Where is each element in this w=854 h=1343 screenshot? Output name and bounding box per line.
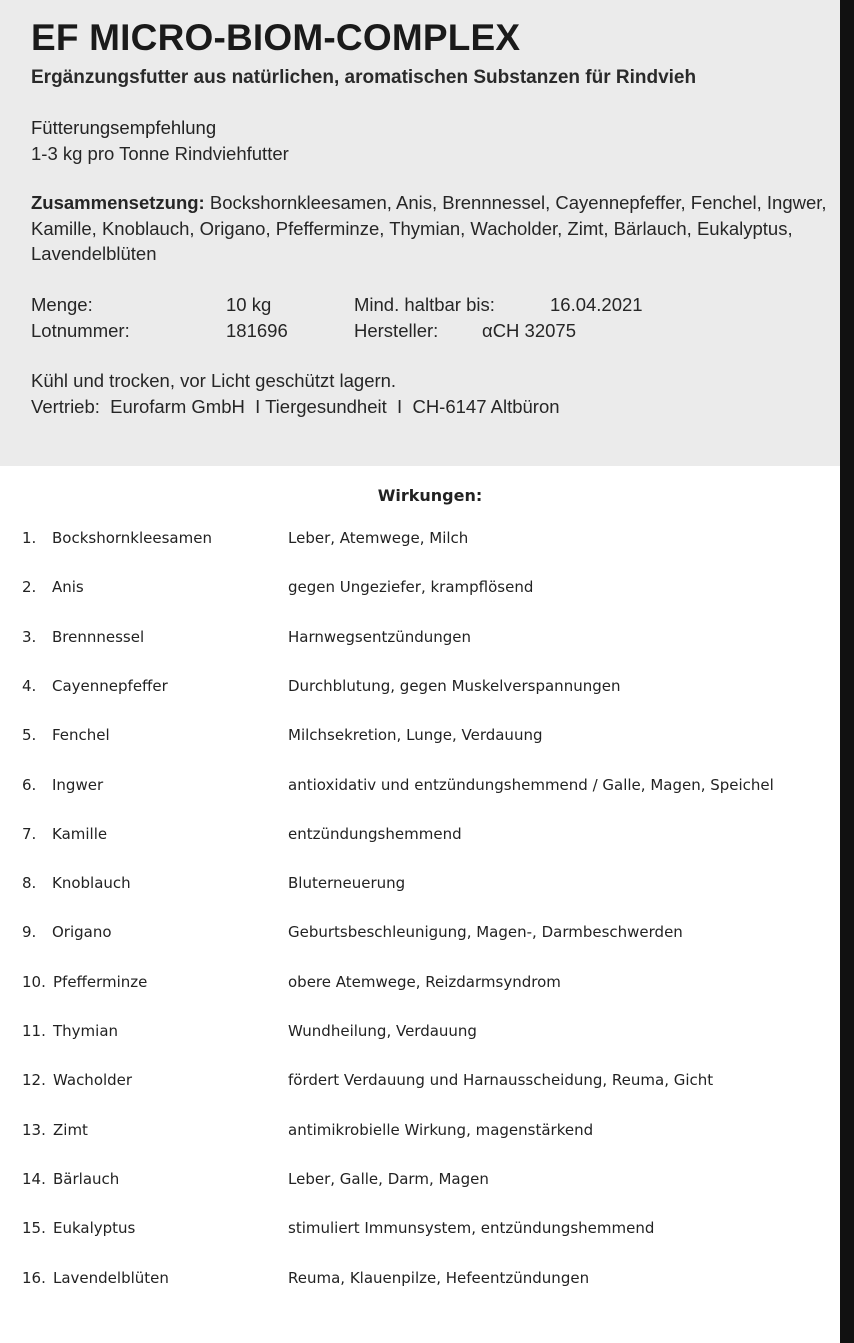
item-ingredient: Knoblauch: [52, 874, 131, 893]
item-number: 10.: [22, 972, 46, 991]
list-item: [0, 969, 840, 995]
wirkungen-section: [0, 466, 840, 1343]
composition: [31, 190, 837, 267]
item-number: 9.: [22, 923, 37, 942]
list-item: [0, 821, 840, 847]
item-effect: obere Atemwege, Reizdarmsyndrom: [288, 972, 561, 991]
list-item: [0, 1067, 840, 1093]
item-number: 16.: [22, 1268, 46, 1287]
item-effect: Harnwegsentzündungen: [288, 627, 472, 646]
list-item: [0, 624, 840, 650]
right-edge-frame: [840, 0, 854, 1343]
item-effect: gegen Ungeziefer, krampflösend: [288, 578, 534, 597]
item-number: 15.: [22, 1219, 46, 1238]
item-number: 8.: [22, 874, 37, 893]
item-number: 3.: [22, 627, 37, 646]
item-effect: Milchsekretion, Lunge, Verdauung: [288, 726, 543, 745]
item-effect: stimuliert Immunsystem, entzündungshemmend: [288, 1219, 655, 1238]
item-ingredient: Zimt: [53, 1120, 88, 1139]
item-ingredient: Thymian: [53, 1022, 119, 1040]
item-effect: Reuma, Klauenpilze, Hefeentzündungen: [288, 1268, 590, 1287]
item-effect: Durchblutung, gegen Muskelverspannungen: [288, 676, 621, 695]
list-item: [0, 1265, 840, 1291]
list-item: [0, 1018, 840, 1044]
item-ingredient: Origano: [52, 923, 112, 942]
item-ingredient: Lavendelblüten: [53, 1268, 169, 1287]
haltbar-label: Mind. haltbar bis:: [354, 294, 495, 315]
product-label: [0, 0, 840, 466]
feeding-heading: Fütterungsempfehlung: [31, 117, 217, 138]
item-number: 5.: [22, 726, 37, 745]
item-number: 1.: [22, 529, 37, 547]
item-ingredient: Kamille: [52, 824, 108, 843]
item-ingredient: Anis: [52, 578, 84, 597]
list-item: [0, 1215, 840, 1241]
item-effect: Geburtsbeschleunigung, Magen-, Darmbeschwerden: [288, 923, 683, 942]
item-number: 14.: [22, 1169, 46, 1188]
composition-text: Bockshornkleesamen, Anis, Brennnessel, Cayennepfeffer, Fenchel, Ingwer, Kamille, Knoblauch, Origano, Pfefferminze, Thymian, Wacholder, Zimt, Bärlauch, Eukalyptus, Lavendelblüten: [31, 192, 827, 264]
item-ingredient: Eukalyptus: [53, 1219, 136, 1238]
list-item: [0, 772, 840, 798]
vertrieb-text: Vertrieb: Eurofarm GmbH I Tiergesundheit I CH-6147 Altbüron: [31, 396, 560, 417]
item-effect: antimikrobielle Wirkung, magenstärkend: [288, 1120, 594, 1139]
list-item: [0, 525, 840, 551]
list-item: [0, 673, 840, 699]
list-item: [0, 1117, 840, 1143]
item-ingredient: Bärlauch: [53, 1169, 120, 1188]
lot-label: Lotnummer:: [31, 320, 130, 341]
list-item: [0, 574, 840, 600]
item-number: 2.: [22, 578, 37, 597]
wirkungen-heading: Wirkungen:: [377, 486, 483, 505]
item-effect: fördert Verdauung und Harnausscheidung, Reuma, Gicht: [288, 1071, 714, 1090]
product-title: EF MICRO-BIOM-COMPLEX: [31, 17, 521, 58]
item-ingredient: Cayennepfeffer: [52, 676, 168, 695]
menge-value: 10 kg: [226, 294, 272, 315]
hersteller-value: αCH 32075: [482, 320, 576, 341]
list-item: [0, 919, 840, 945]
feeding-text: 1-3 kg pro Tonne Rindviehfutter: [31, 143, 289, 164]
composition-heading: Zusammensetzung:: [31, 192, 205, 213]
item-ingredient: Fenchel: [52, 726, 110, 745]
item-effect: Bluterneuerung: [288, 874, 406, 893]
item-number: 7.: [22, 824, 37, 843]
lot-value: 181696: [226, 320, 288, 341]
item-effect: Leber, Atemwege, Milch: [288, 529, 469, 547]
item-ingredient: Ingwer: [52, 775, 104, 794]
hersteller-label: Hersteller:: [354, 320, 439, 341]
storage-text: Kühl und trocken, vor Licht geschützt lagern.: [31, 370, 397, 391]
item-number: 12.: [22, 1071, 46, 1090]
item-ingredient: Pfefferminze: [53, 972, 148, 991]
item-number: 13.: [22, 1120, 46, 1139]
item-effect: Leber, Galle, Darm, Magen: [288, 1169, 489, 1188]
item-number: 6.: [22, 775, 37, 794]
item-number: 4.: [22, 676, 37, 695]
item-ingredient: Wacholder: [53, 1071, 133, 1090]
item-effect: Wundheilung, Verdauung: [288, 1022, 477, 1040]
list-item: [0, 722, 840, 748]
item-effect: entzündungshemmend: [288, 824, 462, 843]
item-ingredient: Brennnessel: [52, 627, 145, 646]
item-number: 11.: [22, 1022, 46, 1040]
haltbar-value: 16.04.2021: [550, 294, 643, 315]
product-subtitle: Ergänzungsfutter aus natürlichen, aromatischen Substanzen für Rindvieh: [31, 67, 697, 88]
item-effect: antioxidativ und entzündungshemmend / Galle, Magen, Speichel: [288, 775, 774, 794]
menge-label: Menge:: [31, 294, 93, 315]
item-ingredient: Bockshornkleesamen: [52, 529, 212, 547]
list-item: [0, 1166, 840, 1192]
list-item: [0, 870, 840, 896]
